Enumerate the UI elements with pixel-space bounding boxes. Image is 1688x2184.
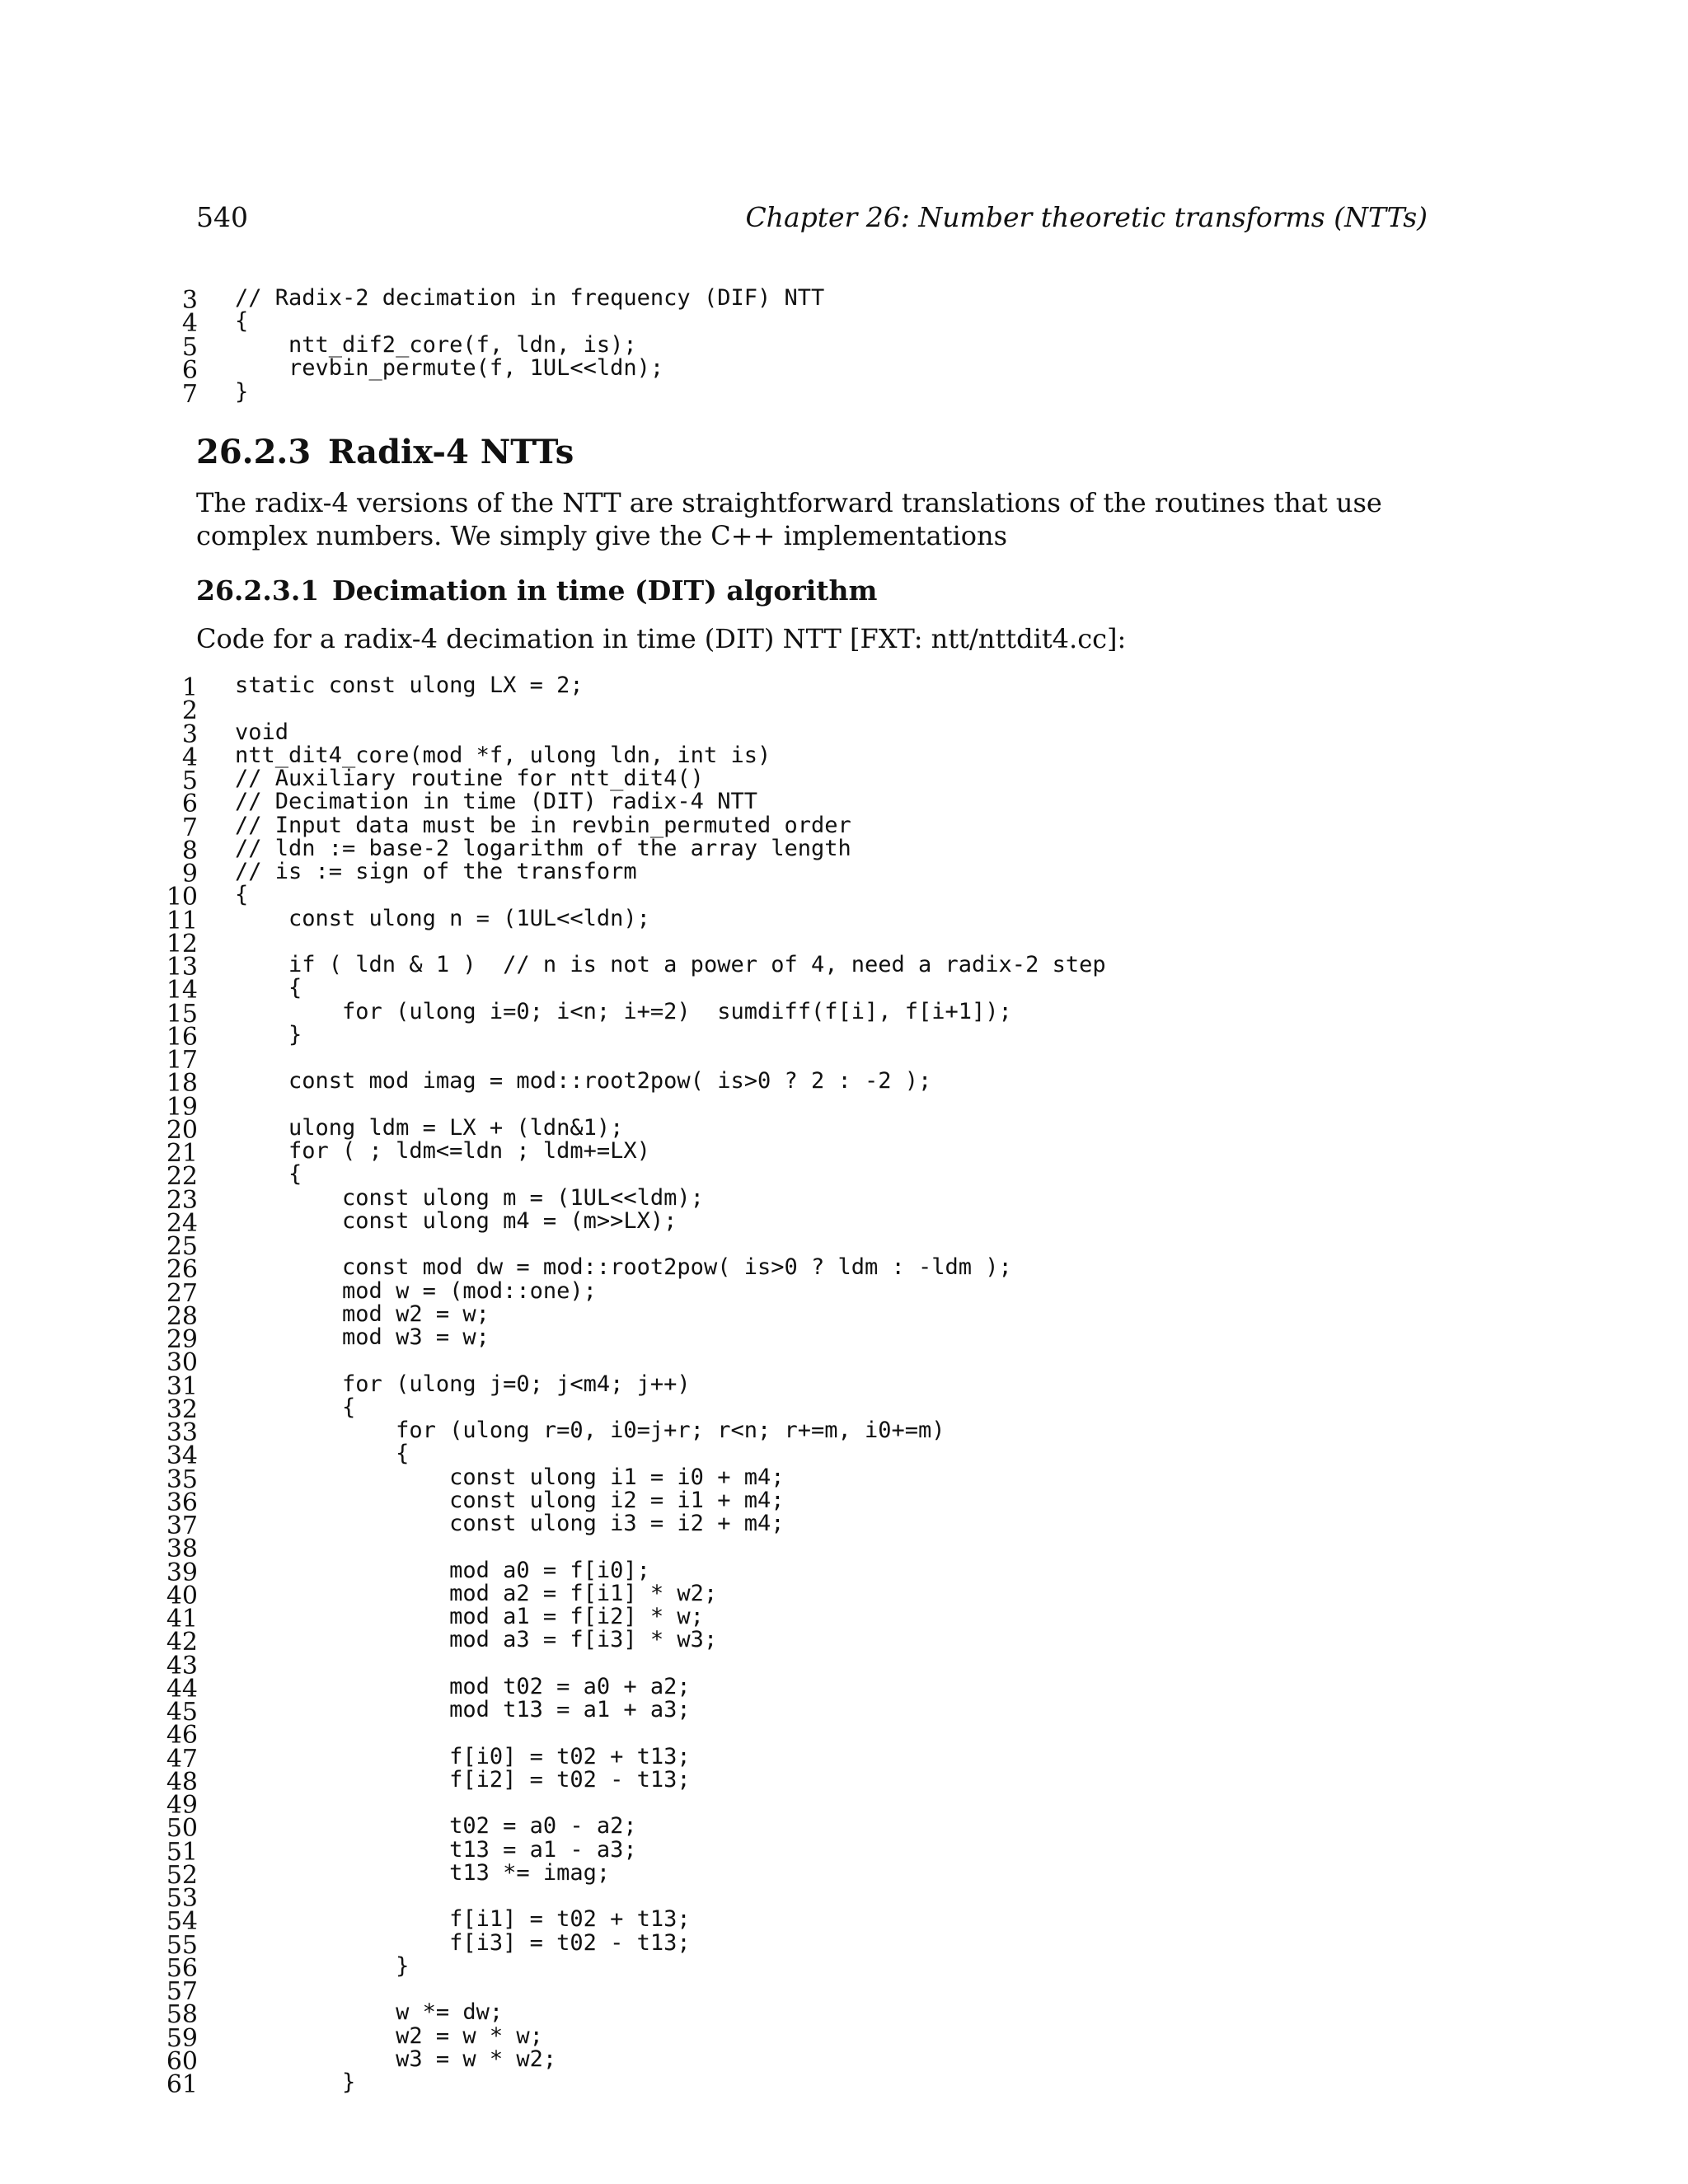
code-line — [165, 1487, 1484, 1517]
line-number: 59 — [166, 2023, 198, 2053]
code-text: for (ulong i=0; i<n; i+=2) sumdiff(f[i], f[i+1]); — [235, 998, 1012, 1024]
code-line — [165, 1464, 1484, 1494]
code-text: // Input data must be in revbin_permuted order — [235, 812, 851, 838]
code-line — [165, 1114, 1484, 1145]
line-number: 4 — [181, 309, 198, 339]
code-line — [165, 1580, 1484, 1610]
code-line — [165, 1952, 1484, 1983]
code-line — [165, 1697, 1484, 1727]
line-number: 55 — [166, 1930, 198, 1960]
line-number: 60 — [166, 2046, 198, 2076]
code-text: { — [235, 1441, 410, 1467]
code-line — [165, 1441, 1484, 1471]
code-line — [165, 1673, 1484, 1704]
line-number: 7 — [181, 379, 198, 409]
line-number: 22 — [166, 1162, 198, 1192]
line-number: 18 — [166, 1069, 198, 1099]
code-line — [165, 2046, 1484, 2076]
code-text: const mod dw = mod::root2pow( is>0 ? ldm : -ldm ); — [235, 1254, 1012, 1281]
section-paragraph: The radix-4 versions of the NTT are straightforward translations of the routines that use complex numbers. We simply give the C++ implementations — [196, 487, 1382, 551]
code-line — [165, 742, 1484, 772]
section-title: Radix-4 NTTs — [328, 433, 574, 471]
code-text: } — [235, 1952, 410, 1979]
code-text: const ulong m4 = (m>>LX); — [235, 1207, 678, 1234]
code-line — [165, 859, 1484, 888]
code-text: // Auxiliary routine for ntt_dit4() — [235, 766, 704, 791]
line-number: 49 — [166, 1791, 198, 1820]
code-text: { — [235, 975, 302, 1001]
code-text: mod t13 = a1 + a3; — [235, 1697, 691, 1722]
code-text: f[i1] = t02 + t13; — [235, 1906, 691, 1933]
line-number: 53 — [166, 1884, 198, 1913]
code-text: t13 = a1 - a3; — [235, 1836, 637, 1863]
code-text: for ( ; ldm<=ldn ; ldm+=LX) — [235, 1138, 650, 1164]
line-number: 25 — [166, 1232, 198, 1261]
running-header-chapter-title: Chapter 26: Number theoretic transforms (NTTs) — [745, 201, 1428, 233]
line-number: 20 — [166, 1115, 198, 1145]
code-text: mod w3 = w; — [235, 1324, 490, 1350]
code-line — [165, 1557, 1484, 1587]
code-line — [165, 1207, 1484, 1238]
line-number: 52 — [166, 1860, 198, 1890]
line-number: 21 — [166, 1139, 198, 1168]
code-text: t02 = a0 - a2; — [235, 1813, 637, 1840]
code-text: static const ulong LX = 2; — [235, 673, 584, 698]
code-line — [165, 1394, 1484, 1424]
code-text: const ulong i1 = i0 + m4; — [235, 1464, 785, 1490]
line-number: 1 — [181, 673, 198, 702]
code-line — [165, 1836, 1484, 1867]
code-line — [165, 1604, 1484, 1633]
line-number: 11 — [166, 906, 198, 935]
line-number: 32 — [166, 1394, 198, 1424]
line-number: 45 — [166, 1698, 198, 1727]
line-number: 7 — [181, 813, 198, 842]
code-line — [165, 1535, 1484, 1564]
line-number: 15 — [166, 999, 198, 1029]
code-line — [165, 1184, 1484, 1215]
code-text: void — [235, 719, 289, 745]
line-number: 14 — [166, 976, 198, 1005]
code-text: ntt_dit4_core(mod *f, ulong ldn, int is) — [235, 742, 771, 768]
code-line — [165, 1743, 1484, 1774]
code-line — [165, 308, 1484, 339]
line-number: 37 — [166, 1511, 198, 1540]
code-line — [165, 1929, 1484, 1960]
code-text: for (ulong j=0; j<m4; j++) — [235, 1371, 691, 1397]
code-text: { — [235, 882, 249, 908]
code-line — [165, 1301, 1484, 1331]
code-text: // ldn := base-2 logarithm of the array length — [235, 835, 851, 861]
code-line — [165, 1092, 1484, 1122]
line-number: 28 — [166, 1301, 198, 1331]
line-number: 13 — [166, 953, 198, 982]
code-text: for (ulong r=0, i0=j+r; r<n; r+=m, i0+=m) — [235, 1418, 945, 1443]
code-line — [165, 766, 1484, 795]
code-text: w3 = w * w2; — [235, 2046, 557, 2072]
code-text: } — [235, 1021, 302, 1047]
subsection-heading — [196, 574, 877, 607]
code-text: mod w2 = w; — [235, 1301, 490, 1327]
code-line — [165, 812, 1484, 842]
line-number: 40 — [166, 1581, 198, 1610]
code-text: w *= dw; — [235, 1999, 504, 2026]
code-line — [165, 905, 1484, 935]
code-line — [165, 835, 1484, 865]
code-line — [165, 2022, 1484, 2053]
code-text: f[i2] = t02 - t13; — [235, 1766, 691, 1793]
line-number: 5 — [181, 332, 198, 362]
line-number: 47 — [166, 1744, 198, 1774]
code-line — [165, 285, 1484, 315]
code-text: } — [235, 378, 249, 405]
line-number: 17 — [166, 1046, 198, 1075]
code-text: // Radix-2 decimation in frequency (DIF) NTT — [235, 285, 825, 311]
code-line — [165, 1859, 1484, 1890]
line-number: 23 — [166, 1185, 198, 1215]
code-line — [165, 1906, 1484, 1937]
code-text: mod a0 = f[i0]; — [235, 1557, 650, 1583]
line-number: 46 — [166, 1721, 198, 1750]
code-line — [165, 719, 1484, 749]
code-text: const mod imag = mod::root2pow( is>0 ? 2 : -2 ); — [235, 1068, 932, 1094]
code-text: const ulong i3 = i2 + m4; — [235, 1511, 785, 1536]
line-number: 39 — [166, 1558, 198, 1587]
code-line — [165, 1232, 1484, 1261]
code-line — [165, 1651, 1484, 1680]
line-number: 26 — [166, 1255, 198, 1285]
line-number: 27 — [166, 1278, 198, 1308]
code-line — [165, 696, 1484, 726]
code-text: t13 *= imag; — [235, 1859, 611, 1886]
code-line — [165, 1977, 1484, 2006]
line-number: 58 — [166, 2000, 198, 2030]
line-number: 54 — [166, 1907, 198, 1937]
line-number: 43 — [166, 1651, 198, 1680]
line-number: 30 — [166, 1348, 198, 1378]
line-number: 42 — [166, 1628, 198, 1657]
line-number: 31 — [166, 1371, 198, 1401]
code-text: const ulong m = (1UL<<ldm); — [235, 1184, 704, 1211]
code-line — [165, 1277, 1484, 1308]
line-number: 34 — [166, 1441, 198, 1471]
code-line — [165, 1791, 1484, 1820]
line-number: 29 — [166, 1325, 198, 1354]
line-number: 57 — [166, 1977, 198, 2006]
line-number: 41 — [166, 1605, 198, 1633]
line-number: 50 — [166, 1814, 198, 1844]
code-text: ntt_dif2_core(f, ldn, is); — [235, 331, 637, 358]
line-number: 5 — [181, 766, 198, 795]
code-text: ulong ldm = LX + (ldn&1); — [235, 1114, 624, 1141]
code-line — [165, 1348, 1484, 1378]
code-line — [165, 1813, 1484, 1844]
line-number: 2 — [181, 696, 198, 726]
code-line — [165, 1254, 1484, 1285]
line-number: 56 — [166, 1953, 198, 1983]
code-line — [165, 1511, 1484, 1540]
line-number: 10 — [166, 883, 198, 912]
line-number: 36 — [166, 1488, 198, 1517]
code-text: { — [235, 1161, 302, 1188]
code-text: f[i3] = t02 - t13; — [235, 1929, 691, 1956]
subsection-title: Decimation in time (DIT) algorithm — [332, 574, 878, 607]
code-line — [165, 789, 1484, 819]
code-line — [165, 1418, 1484, 1447]
section-heading — [196, 433, 574, 471]
code-line — [165, 1138, 1484, 1168]
line-number: 24 — [166, 1208, 198, 1238]
line-number: 16 — [166, 1022, 198, 1052]
line-number: 12 — [166, 929, 198, 958]
line-number: 3 — [181, 719, 198, 749]
code-text: // is := sign of the transform — [235, 859, 637, 884]
line-number: 61 — [166, 2070, 198, 2099]
line-number: 6 — [181, 790, 198, 819]
code-text: const ulong i2 = i1 + m4; — [235, 1487, 785, 1513]
code-text: mod a1 = f[i2] * w; — [235, 1604, 704, 1629]
code-text: } — [235, 2069, 356, 2095]
code-text: mod w = (mod::one); — [235, 1277, 597, 1304]
code-line — [165, 1766, 1484, 1797]
line-number: 4 — [181, 743, 198, 772]
code-line — [165, 1021, 1484, 1052]
code-line — [165, 2069, 1484, 2099]
code-line — [165, 1884, 1484, 1913]
code-intro-text: Code for a radix-4 decimation in time (DIT) NTT [FXT: ntt/nttdit4.cc]: — [196, 623, 1127, 654]
line-number: 35 — [166, 1465, 198, 1494]
line-number: 8 — [181, 836, 198, 865]
code-line — [165, 1721, 1484, 1750]
code-text: { — [235, 308, 249, 335]
subsection-number: 26.2.3.1 — [196, 574, 320, 607]
line-number: 51 — [166, 1837, 198, 1867]
code-text: // Decimation in time (DIT) radix-4 NTT — [235, 789, 757, 815]
code-text: if ( ldn & 1 ) // n is not a power of 4, need a radix-2 step — [235, 952, 1106, 977]
code-line — [165, 331, 1484, 362]
code-text: revbin_permute(f, 1UL<<ldn); — [235, 355, 664, 382]
code-line — [165, 1161, 1484, 1192]
code-text: mod a2 = f[i1] * w2; — [235, 1580, 718, 1606]
line-number: 33 — [166, 1418, 198, 1447]
section-number: 26.2.3 — [196, 433, 312, 471]
line-number: 9 — [181, 860, 198, 888]
line-number: 19 — [166, 1092, 198, 1122]
line-number: 48 — [166, 1767, 198, 1797]
line-number: 3 — [181, 286, 198, 315]
code-text: mod a3 = f[i3] * w3; — [235, 1627, 718, 1653]
line-number: 38 — [166, 1535, 198, 1564]
code-line — [165, 378, 1484, 409]
code-line — [165, 952, 1484, 982]
code-line — [165, 1046, 1484, 1075]
line-number: 44 — [166, 1674, 198, 1704]
code-line — [165, 929, 1484, 958]
code-line — [165, 1068, 1484, 1099]
page-number: 540 — [196, 201, 248, 233]
code-text: w2 = w * w; — [235, 2022, 543, 2049]
code-line — [165, 1627, 1484, 1657]
code-line — [165, 1999, 1484, 2030]
code-line — [165, 975, 1484, 1005]
code-text: mod t02 = a0 + a2; — [235, 1673, 691, 1699]
line-number: 6 — [181, 356, 198, 386]
code-line — [165, 673, 1484, 702]
code-line — [165, 1371, 1484, 1401]
code-text: const ulong n = (1UL<<ldn); — [235, 905, 650, 931]
code-line — [165, 355, 1484, 386]
code-line — [165, 998, 1484, 1029]
code-text: f[i0] = t02 + t13; — [235, 1743, 691, 1769]
code-line — [165, 882, 1484, 912]
code-text: { — [235, 1394, 356, 1420]
code-line — [165, 1324, 1484, 1354]
